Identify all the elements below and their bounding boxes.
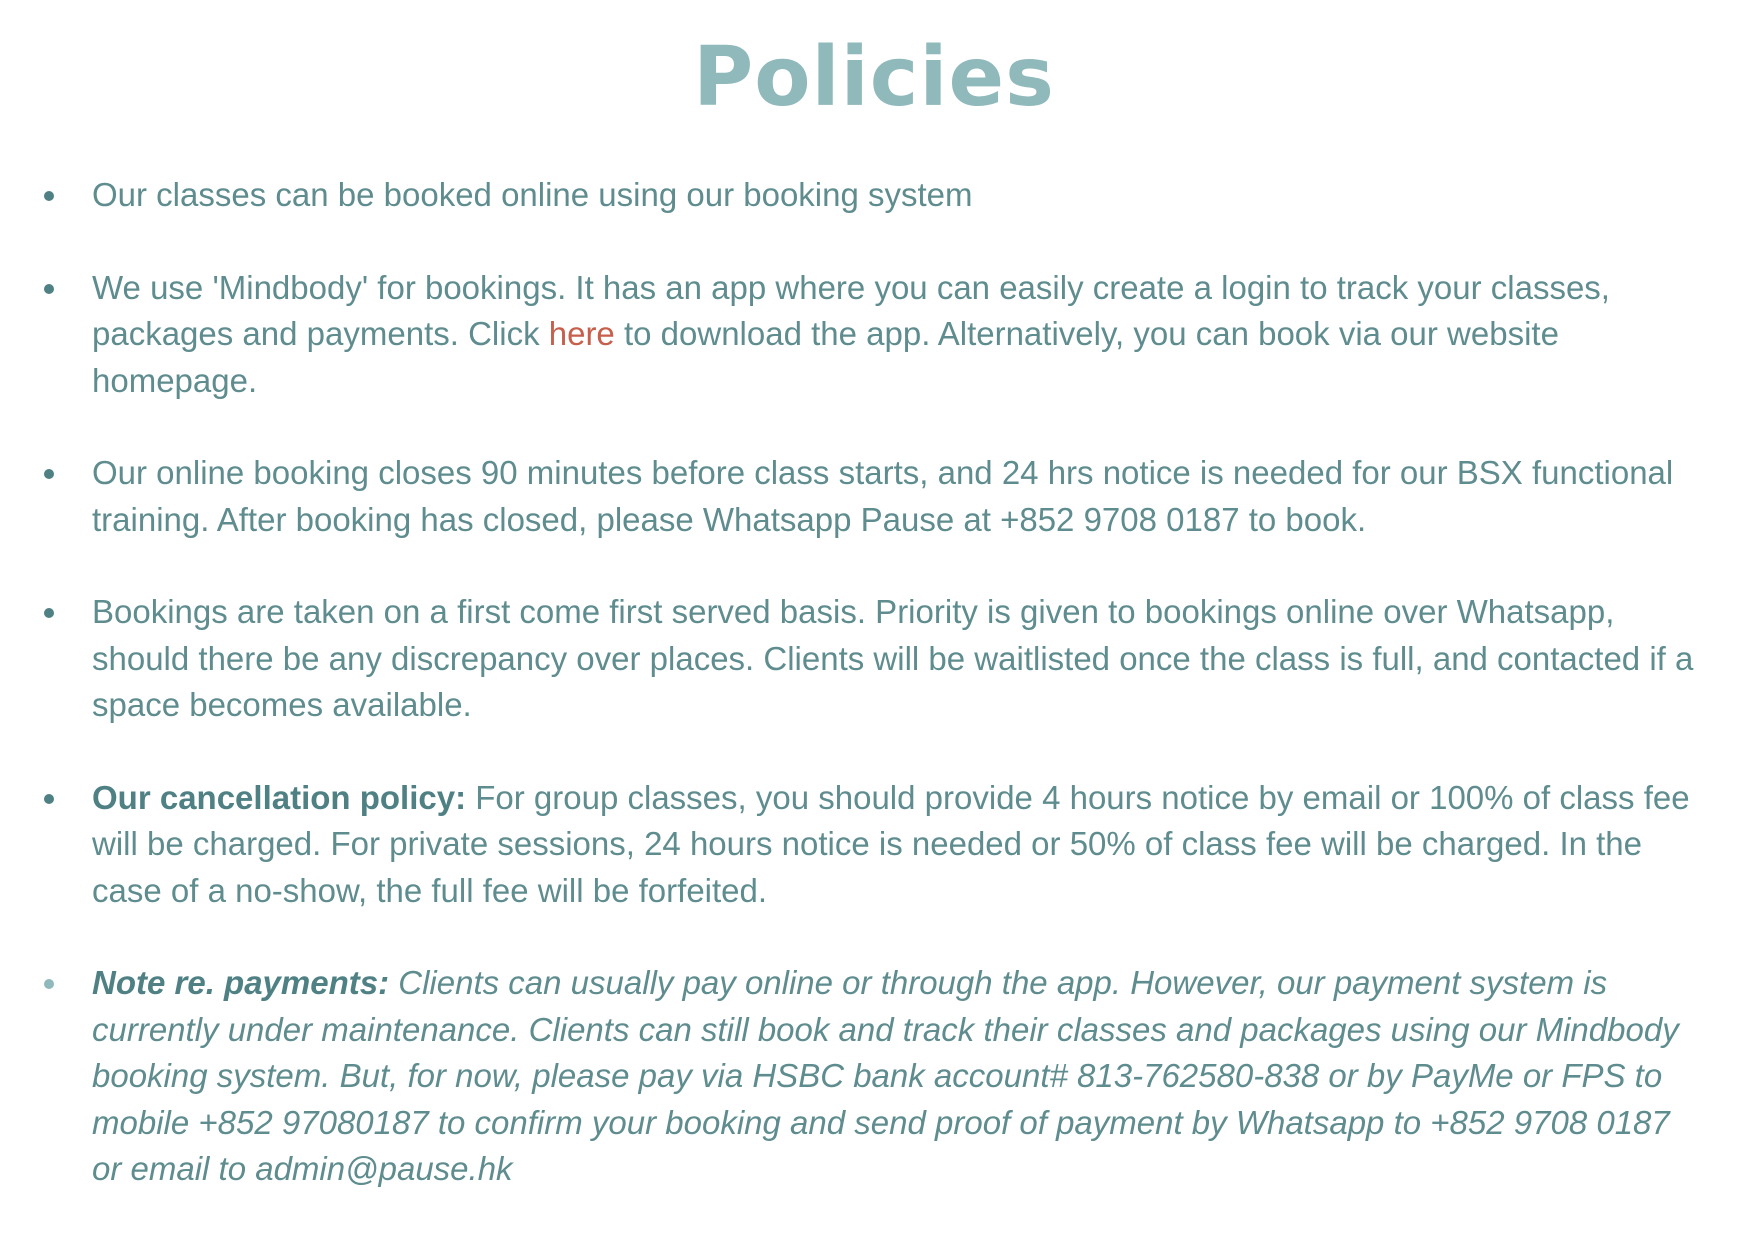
policy-item-cancellation: [92, 775, 1704, 915]
bullet-icon: [44, 191, 54, 201]
policy-text: Our classes can be booked online using our booking system: [92, 176, 973, 213]
policy-text: We use 'Mindbody' for bookings. It has an app where you can easily create a login to track your classes, packages and payments. Click: [92, 268, 1610, 352]
bullet-icon: [44, 469, 54, 479]
policy-item-mindbody: [92, 265, 1704, 405]
page-title: Policies: [693, 30, 1055, 125]
payments-note-heading: Note re. payments:: [92, 964, 390, 1001]
policy-item-booking-closes: [92, 450, 1704, 543]
download-app-link[interactable]: here: [548, 315, 615, 352]
policy-text: For group classes, you should provide 4 hours notice by email or 100% of class fee will be charged. For private sessions, 24 hours notice is needed or 50% of class fee will be charged. In the case of a no-show, the full fee will be forfeited.: [92, 778, 1690, 909]
policy-text: Our online booking closes 90 minutes before class starts, and 24 hrs notice is needed for our BSX functional training. After booking has closed, please Whatsapp Pause at +852 9708 0187 to book.: [92, 454, 1674, 538]
bullet-icon: [44, 608, 54, 618]
policy-item-first-come: [92, 589, 1704, 729]
bullet-icon: [44, 284, 54, 294]
bullet-icon: [44, 794, 54, 804]
policy-text: Clients can usually pay online or through the app. However, our payment system is currently under maintenance. Clients can still book and track their classes and packages using our Mindbody booking system. But, for now, please pay via HSBC bank account# 813-762580-838 or by PayMe or FPS to mobile +852 97080187 to confirm your booking and send proof of payment by Whatsapp to +852 9708 0187 or email to admin@pause.hk: [92, 964, 1679, 1187]
policy-list: [0, 172, 1748, 1193]
policy-item-booking-online: [92, 172, 1704, 219]
policy-text: Bookings are taken on a first come first served basis. Priority is given to bookings online over Whatsapp, should there be any discrepancy over places. Clients will be waitlisted once the class is full, and contacted if a space becomes available.: [92, 593, 1694, 723]
policy-text: to download the app. Alternatively, you can book via our website homepage.: [92, 315, 1559, 399]
policy-item-payments-note: [92, 960, 1704, 1193]
bullet-icon: [44, 979, 54, 989]
cancellation-heading: Our cancellation policy:: [92, 778, 467, 816]
